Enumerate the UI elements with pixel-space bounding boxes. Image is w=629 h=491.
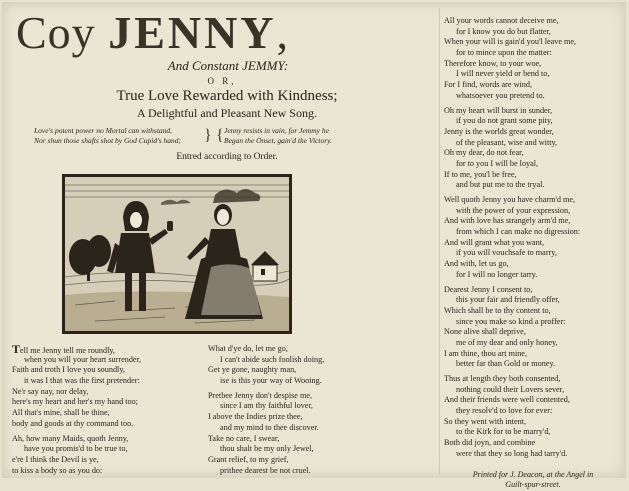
stanza xyxy=(208,344,388,387)
verse-line: to kiss a body so as you do: xyxy=(12,465,103,475)
verse-line: Therefore know, to your woe, xyxy=(444,58,542,68)
ballad-title xyxy=(16,6,436,60)
verse-column-middle xyxy=(208,344,388,480)
verse-line: and my mind to thee discover. xyxy=(220,422,319,432)
verse-line: whatsoever you pretend to. xyxy=(456,90,545,100)
verse-column-left xyxy=(12,344,207,480)
verse-line: Oh my heart will burst in sunder, xyxy=(444,105,553,115)
verse-line: And will grant what you want, xyxy=(444,237,545,247)
epigraph-line: Began the Onset, gain'd the Victory. xyxy=(224,136,332,145)
verse-line: to the Kirk for to be marry'd, xyxy=(456,427,551,437)
verse-line: from which I can make no digression: xyxy=(456,227,581,237)
verse-line: Ah, how many Maids, quoth Jenny, xyxy=(12,433,129,443)
epigraph-line: Love's potent power no Mortal can withstand, xyxy=(34,126,173,135)
verse-line: None alive shall deprive, xyxy=(444,327,526,337)
verse-epigraph-right xyxy=(224,126,332,146)
verse-line: ise is this your way of Wooing. xyxy=(220,376,322,386)
imprint-line: Printed for J. Deacon, at the Angel in xyxy=(472,469,594,479)
verse-line: If to me, you'l be free, xyxy=(444,169,517,179)
brace-divider: { xyxy=(216,127,224,144)
verse-line: And their friends were well contented, xyxy=(444,395,570,405)
verse-line: were that they so long had tarry'd. xyxy=(456,448,568,458)
verse-line: when you will your heart surrender, xyxy=(24,354,141,364)
epigraph-line: Nor shun those shafts shot by God Cupid's hand; xyxy=(34,136,182,145)
verse-line: for to you I will be loyal, xyxy=(456,158,539,168)
verse-line: for I will no longer tarry. xyxy=(456,269,538,279)
verse-line: I can't abide such foolish doing, xyxy=(220,354,325,364)
column-divider xyxy=(439,8,440,474)
verse-line: it was I that was the first pretender: xyxy=(24,376,140,386)
verse-line: thou shalt be my only Jewel, xyxy=(220,444,314,454)
verse-line: for to mince upon the matter: xyxy=(456,48,552,58)
verse-line: I am thine, thou art mine, xyxy=(444,348,527,358)
verse-line: When your will is gain'd you'l leave me, xyxy=(444,37,577,47)
verse-line: if you will vouchsafe to marry, xyxy=(456,248,557,258)
verse-line: Well quoth Jenny you have charm'd me, xyxy=(444,195,576,204)
stanza xyxy=(444,195,622,281)
stanza xyxy=(444,285,622,371)
verse-line: Get ye gone, naughty man, xyxy=(208,365,297,375)
verse-line: if you do not grant some pity, xyxy=(456,116,553,126)
woodcut-illustration xyxy=(62,174,292,334)
verse-line: Oh my dear, do not fear, xyxy=(444,148,524,158)
licence-line: Entred according to Order. xyxy=(176,152,278,162)
verse-line: and but put me to the tryal. xyxy=(456,180,545,190)
title-name: JENNY xyxy=(108,7,277,58)
stanza xyxy=(444,106,622,192)
imprint-line: Guilt-spur-street. xyxy=(505,480,561,489)
verse-line: Grant relief, to my grief, xyxy=(208,454,289,464)
verse-line: they resolv'd to love for ever: xyxy=(456,406,553,416)
verse-line: Pretbee Jenny don't despise me, xyxy=(208,390,313,400)
verse-line: Dearest Jenny I consent to, xyxy=(444,284,533,294)
verse-line: All your words cannot deceive me, xyxy=(444,16,559,25)
woodcut-couple-image xyxy=(65,177,289,331)
printer-imprint xyxy=(444,470,622,491)
brace-divider: } xyxy=(204,127,212,144)
heading-true-love: True Love Rewarded with Kindness; xyxy=(116,88,338,104)
verse-line: me of my dear and only honey, xyxy=(456,337,558,347)
heading-new-song: A Delightful and Pleasant New Song. xyxy=(137,106,317,120)
verse-line: since I am thy faithful lover, xyxy=(220,401,313,411)
verse-line: e're I think the Devil is ye, xyxy=(12,454,99,464)
verse-line: And with, let us go, xyxy=(444,259,509,269)
stanza xyxy=(12,434,207,477)
verse-line: So they went with intent, xyxy=(444,416,527,426)
verse-line: nothing could their Lovers sever, xyxy=(456,384,565,394)
or-line: O R, xyxy=(207,76,237,86)
verse-line: What d'ye do, let me go, xyxy=(208,344,288,353)
verse-line: I above the Indies prize thee, xyxy=(208,412,303,422)
verse-line: Both did joyn, and combine xyxy=(444,438,536,448)
verse-epigraph-left xyxy=(34,126,181,146)
verse-line: this your fair and friendly offer, xyxy=(456,295,560,305)
verse-line: prithee dearest be not cruel. xyxy=(220,465,311,475)
verse-line: here's my heart and her's my hand too; xyxy=(12,397,138,407)
verse-line: Faith and troth I love you soundly, xyxy=(12,365,125,375)
verse-line: And with love has strangely arm'd me, xyxy=(444,216,571,226)
verse-line: For I find, words are wind, xyxy=(444,80,532,90)
verse-line: I will never yield or bend to, xyxy=(456,69,550,79)
verse-line: body and goods at thy command too. xyxy=(12,418,134,428)
verse-line: Which shall be to thy content to, xyxy=(444,305,551,315)
broadside-sheet xyxy=(2,2,626,489)
verse-line: with the power of your expression, xyxy=(456,205,571,215)
verse-line: Tell me Jenny tell me roundly, xyxy=(12,342,115,356)
verse-line: Thus at length they both consented, xyxy=(444,374,561,383)
verse-line: have you promis'd to be true to, xyxy=(24,444,128,454)
stanza xyxy=(444,374,622,460)
verse-line: for I know you do but flatter, xyxy=(456,26,551,36)
verse-line: Take no care, I swear, xyxy=(208,433,280,443)
title-suffix: , xyxy=(276,7,290,58)
verse-line: of the pleasant, wise and witty, xyxy=(456,137,558,147)
verse-line: Jenny is the worlds great wonder, xyxy=(444,126,554,136)
verse-line: better far than Gold or money. xyxy=(456,359,556,369)
ballad-subtitle: And Constant JEMMY: xyxy=(167,58,289,73)
title-prefix: Coy xyxy=(16,7,109,58)
stanza xyxy=(208,391,388,477)
verse-column-right xyxy=(444,16,622,491)
stanza xyxy=(12,344,207,430)
stanza xyxy=(444,16,622,102)
epigraph-line: Jenny resists in vain, for Jemmy he xyxy=(224,126,329,135)
verse-line: since you make so kind a proffer: xyxy=(456,316,566,326)
verse-line: All that's mine, shall be thine, xyxy=(12,408,110,418)
verse-line: Ne'r say nay, nor delay, xyxy=(12,386,89,396)
